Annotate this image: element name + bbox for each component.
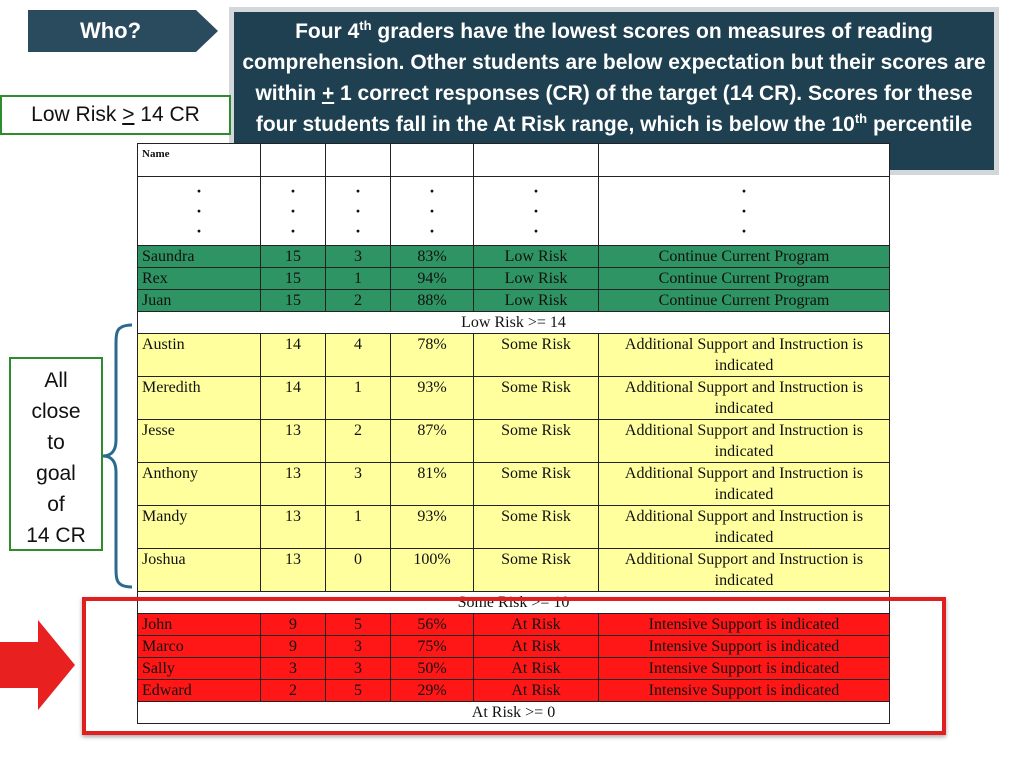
curly-brace: [100, 322, 140, 590]
table-row: Rex 15 1 94% Low Risk Continue Current Program: [138, 268, 890, 290]
table-row: Saundra 15 3 83% Low Risk Continue Current Program: [138, 246, 890, 268]
callout-text: Four 4th graders have the lowest scores on measures of reading comprehension. Other students are below expectation but their scores are within + 1 correct responses (CR) of the target (14 CR). Scores for these four students fall in the At Risk range, which is below the 10th percentile: [234, 12, 994, 170]
table-row: Joshua 13 0 100% Some Risk Additional Support and Instruction is indicated: [138, 549, 890, 592]
table-header-row: [138, 144, 890, 177]
header-name: Name: [138, 144, 261, 177]
close-to-goal-label: All close to goal of 14 CR: [9, 357, 103, 551]
who-label: Who?: [79, 18, 142, 43]
table-row: Mandy 13 1 93% Some Risk Additional Support and Instruction is indicated: [138, 506, 890, 549]
threshold-row: Some Risk >= 10: [138, 592, 890, 614]
table-row: Sally 3 3 50% At Risk Intensive Support is indicated: [138, 658, 890, 680]
threshold-row: At Risk >= 0: [138, 702, 890, 724]
table-row: Juan 15 2 88% Low Risk Continue Current Program: [138, 290, 890, 312]
who-tab: [28, 10, 218, 52]
student-scores-table: [137, 143, 890, 724]
table-row: Jesse 13 2 87% Some Risk Additional Support and Instruction is indicated: [138, 420, 890, 463]
low-risk-label: Low Risk > 14 CR: [0, 95, 231, 135]
table-row: Edward 2 5 29% At Risk Intensive Support is indicated: [138, 680, 890, 702]
red-arrow-icon: [0, 620, 75, 710]
table-row: Marco 9 3 75% At Risk Intensive Support is indicated: [138, 636, 890, 658]
ellipsis-row: · · · · · · · · · · · · · · · · · ·: [138, 177, 890, 246]
threshold-row: Low Risk >= 14: [138, 312, 890, 334]
table-row: Meredith 14 1 93% Some Risk Additional Support and Instruction is indicated: [138, 377, 890, 420]
table-row: Anthony 13 3 81% Some Risk Additional Support and Instruction is indicated: [138, 463, 890, 506]
table-row: John 9 5 56% At Risk Intensive Support is indicated: [138, 614, 890, 636]
table-row: Austin 14 4 78% Some Risk Additional Support and Instruction is indicated: [138, 334, 890, 377]
